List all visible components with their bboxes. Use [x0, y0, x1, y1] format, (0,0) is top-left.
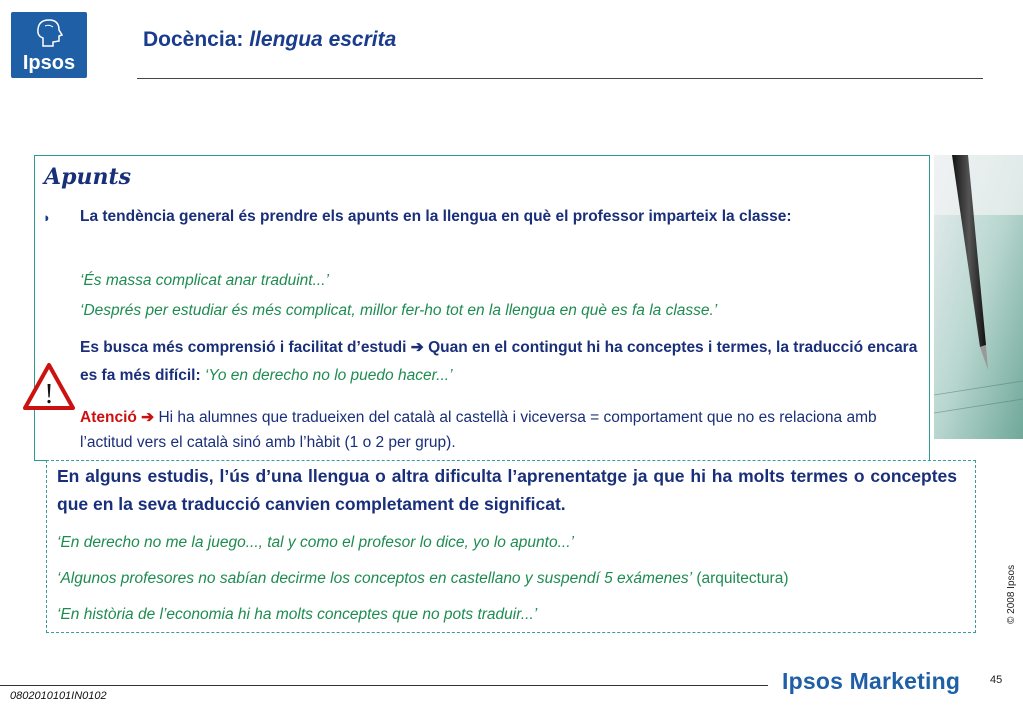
- quote-derecho: ‘Yo en derecho no lo puedo hacer...’: [204, 367, 453, 384]
- footer-divider: [0, 685, 768, 686]
- document-code: 0802010101IN0102: [10, 690, 107, 702]
- quote-complicated: ‘És massa complicat anar traduint...’: [80, 272, 329, 289]
- brand-logo: Ipsos Marketing: [782, 668, 961, 694]
- warning-symbol: !: [44, 379, 54, 410]
- logo-text: Ipsos: [22, 52, 76, 74]
- pen-photo: [934, 155, 1023, 439]
- attention-paragraph: [80, 405, 920, 455]
- quote-professors: ‘Algunos profesores no sabían decirme los conceptos en castellano y suspendí 5 exámenes’: [57, 570, 693, 587]
- page-title: [143, 28, 396, 52]
- title-italic: llengua escrita: [249, 28, 397, 51]
- comprehension-text-b: Quan en el contingut hi ha conceptes i termes, la traducció encara es fa més difícil:: [80, 339, 918, 384]
- apunts-heading: Apunts: [44, 164, 131, 190]
- comprehension-paragraph: [80, 334, 920, 390]
- quote-economia: ‘En història de l’economia hi ha molts conceptes que no pots traduir...’: [57, 606, 538, 623]
- studies-paragraph: En alguns estudis, l’ús d’una llengua o altra dificulta l’aprenentatge ja que hi ha molts termes o conceptes que en la seva traducció canvien completament de significat.: [57, 466, 957, 514]
- attention-label: Atenció: [80, 409, 137, 426]
- attention-text: Hi ha alumnes que tradueixen del català al castellà i viceversa = comportament que no es relaciona amb l’actitud vers el català sinó amb l’hàbit (1 o 2 per grup).: [80, 409, 877, 451]
- warning-icon: [22, 362, 76, 412]
- title-prefix: Docència:: [143, 28, 244, 51]
- copyright: © 2008 Ipsos: [1006, 564, 1017, 624]
- quote-note: (arquitectura): [696, 570, 789, 587]
- quote-professors-line: [57, 569, 789, 589]
- tendency-paragraph: La tendència general és prendre els apunts en la llengua en què el professor imparteix la classe:: [80, 208, 792, 225]
- bullet-icon: ◗: [43, 210, 51, 225]
- quote-study: ‘Després per estudiar és més complicat, millor fer-ho tot en la llengua en què es fa la classe.’: [80, 302, 718, 319]
- head-profile-icon: [33, 18, 65, 48]
- attention-arrow-icon: ➔: [141, 409, 155, 426]
- comprehension-text-a: Es busca més comprensió i facilitat d’estudi: [80, 339, 407, 356]
- header-divider: [137, 78, 983, 79]
- page-number: 45: [990, 674, 1003, 686]
- ipsos-logo: [11, 12, 87, 78]
- arrow-right-icon: ➔: [410, 339, 424, 356]
- quote-juego: ‘En derecho no me la juego..., tal y como el profesor lo dice, yo lo apunto...’: [57, 534, 574, 551]
